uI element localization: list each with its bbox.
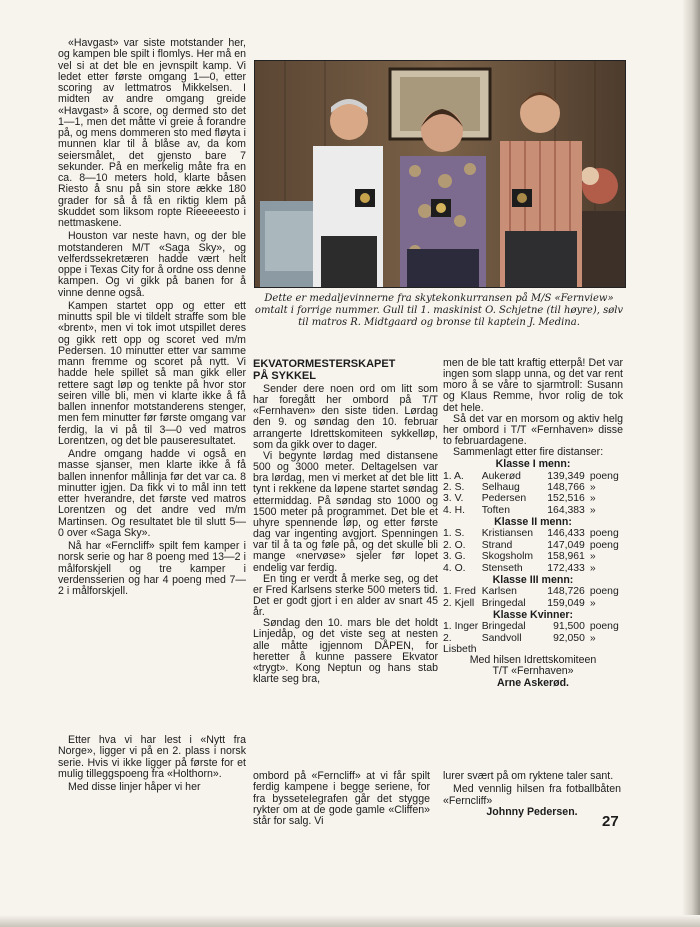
results-class-title: Klasse III menn:	[492, 573, 574, 586]
paragraph: Sender dere noen ord om litt som har foregått her ombord på T/T «Fernhaven» den siste tiden. Lørdag den 9. og søndag den 10. februar arrangerte Idrettskomiteen sykkelløp, som da gikk over to dager.	[253, 383, 438, 451]
result-row: 2. S. Selhaug 148,766 »	[443, 481, 596, 493]
result-row: 3. V. Pedersen 152,516 »	[443, 493, 596, 505]
paragraph: Kampen startet opp og etter ett minutts spil ble vi tildelt straffe som ble «brent», men vi tok imot utspillet deres og gikk rett opp og scoret ved m/m Pedersen. 10 minutter etter var samme mann fremme og scoret på nytt. Vi hadde hele spillet så man gikk eller rettere sagt løp og tenkte på hvor stor seiren ville bli, men vi klarte ikke å få ballen innenfor motstanderens stenger, men fem minutter før første omgang var ferdig, la vi på til 3—0 ved matros Lorentzen, og det ble pauseresultatet.	[58, 299, 246, 447]
result-row: 4. O. Stenseth 172,433 »	[443, 562, 596, 574]
photo-caption: Dette er medaljevinnerne fra skytekonkurransen på M/S «Fernview» omtalt i forrige nummer. Gull til 1. maskinist O. Schjetne (til høyre), sølv til matros R. Midtgaard og bronse til kaptein J. Medina.	[254, 293, 624, 329]
paragraph: Andre omgang hadde vi også en masse sjanser, men klarte ikke å få ballen innenfor mållinja før det var ca. 8 minutter igjen. Da fikk vi to mål inn tett etter hverandre, det første ved matros Lorentzen og det andre ved m/m Martinsen. Og resultatet ble til slutt 5—0 over «Saga Sky».	[58, 448, 246, 539]
article-heading: PÅ SYKKEL	[253, 370, 316, 382]
signoff	[443, 655, 623, 688]
result-row: 1. S. Kristiansen 146,433 poeng	[443, 528, 619, 540]
scan-edge-bottom	[0, 915, 700, 927]
paragraph: Vi begynte lørdag med distansene 500 og 3000 meter. Deltagelsen var bra lørdag, men vi merket at det ble litt tynt i rekkene da løpene startet søndag ettermiddag. På søndag sto 1000 og 1500 meter på programmet. Det ble et uhyre spennende løp, og etter første dag var ingenting avgjort. Spenningen var til å ta og føle på, og det skulle bli mange «nervøse» sjeler før lopet endelig var ferdig.	[253, 449, 438, 574]
result-row: 2. O. Strand 147,049 poeng	[443, 539, 619, 551]
football-report-signoff	[443, 771, 621, 818]
result-row: 1. Inger Bringedal 91,500 poeng	[443, 621, 619, 633]
paragraph: Søndag den 10. mars ble det holdt Linjedåp, og det viste seg at nesten alle måtte igjennom DÅPEN, for heretter å kunne passere Ekvator «trygt». Kong Neptun og hans stab klarte seg bra,	[253, 617, 438, 686]
results-class-title: Klasse I menn:	[495, 458, 571, 471]
paragraph: Sammenlagt etter fire distanser:	[453, 446, 604, 459]
paragraph: Houston var neste havn, og der ble motstanderen M/T «Saga Sky», og velferdssekretæren hadde vært helt oppe i Texas City for å ordne oss denne kampen. Og vi gikk på banen for å vinne denne også.	[58, 230, 246, 299]
result-row: 4. H. Toften 164,383 »	[443, 504, 596, 516]
scan-edge	[682, 0, 700, 927]
paragraph: Nå har «Ferncliff» spilt fem kamper i norsk serie og har 8 poeng med 13—2 i målforskjell og tre kamper i verdensserien og har 4 poeng med 7—2 i målforskjell.	[58, 540, 246, 597]
signoff-name: Johnny Pedersen.	[486, 805, 578, 818]
paragraph: lurer svært på om ryktene taler sant.	[443, 770, 614, 782]
result-row: 2. Lisbeth Sandvoll 92,050 »	[443, 632, 596, 655]
paragraph: «Havgast» var siste motstander her, og kampen ble spilt i flomlys. Her må en vel si at det ble en jevnspilt kamp. Vi ledet etter første omgang 1—0, etter scoring av lettmatros Mikkelsen. I midten av andre omgang greide «Havgast» å score, og dermed sto det 1—1, men det måtte vi greie å forandre på, og mens dommeren sto med fløyta i munnen klar til å blåse av, da kom seiersmålet, det gjensto bare 7 sekunder. På en merkelig måte fra en ca. 8—10 meters hold, klarte båsen Riesto å snu på sin store ække 180 grader for så å få en riktig klem på skuddet som liksom ropte Rieeeeesto i nettmaskene.	[58, 37, 246, 229]
football-report-continued	[253, 771, 430, 827]
results-class-title: Klasse Kvinner:	[492, 608, 574, 621]
signoff-line: T/T «Fernhaven»	[492, 665, 574, 678]
signoff-greeting: Med vennlig hilsen fra fotballbåten «Ferncliff»	[443, 783, 621, 807]
football-report-column	[58, 38, 246, 597]
page-number: 27	[602, 813, 619, 830]
paragraph: Etter hva vi har lest i «Nytt fra Norge», ligger vi på en 2. plass i norsk serie. Hvis vi ikke ligger på første for et mulig tilleggspoeng fra «Holthorn».	[58, 734, 246, 780]
paragraph: men de ble tatt kraftig etterpå! Det var ingen som slapp unna, og det var rent moro å se våre to sjarmtroll: Susann og Klaus Remme, hvor rolig de tok det hele.	[443, 357, 623, 414]
article-heading: EKVATORMESTERSKAPET	[253, 358, 396, 370]
result-row: 3. G. Skogsholm 158,961 »	[443, 551, 596, 563]
paragraph: ombord på «Ferncliff» at vi får spilt ferdig kampene i begge seriene, for fra bysseteIegrafen går det stygge rykter om at de gode gamle «Cliffen» står for salg. Vi	[253, 770, 430, 827]
paragraph: Med disse linjer håper vi her	[68, 781, 201, 793]
result-row: 1. A. Aukerød 139,349 poeng	[443, 470, 619, 482]
results-class-title: Klasse II menn:	[494, 516, 572, 529]
signoff-name: Arne Askerød.	[496, 676, 570, 689]
medal-winners-photo	[254, 60, 626, 288]
result-row: 2. Kjell Bringedal 159,049 »	[443, 597, 596, 609]
paragraph: Så det var en morsom og aktiv helg her ombord i T/T «Fernhaven» disse to februardagene.	[443, 412, 623, 448]
paragraph: En ting er verdt å merke seg, og det er Fred Karlsens sterke 500 meters tid. Det er godt gjort i en alder av snart 45 år.	[253, 572, 438, 619]
cycling-article-column	[253, 358, 438, 685]
cycling-article-results	[443, 358, 623, 689]
football-report-bottom	[58, 735, 246, 793]
result-row: 1. Fred Karlsen 148,726 poeng	[443, 586, 619, 598]
signoff-line: Med hilsen Idrettskomiteen	[469, 654, 597, 667]
